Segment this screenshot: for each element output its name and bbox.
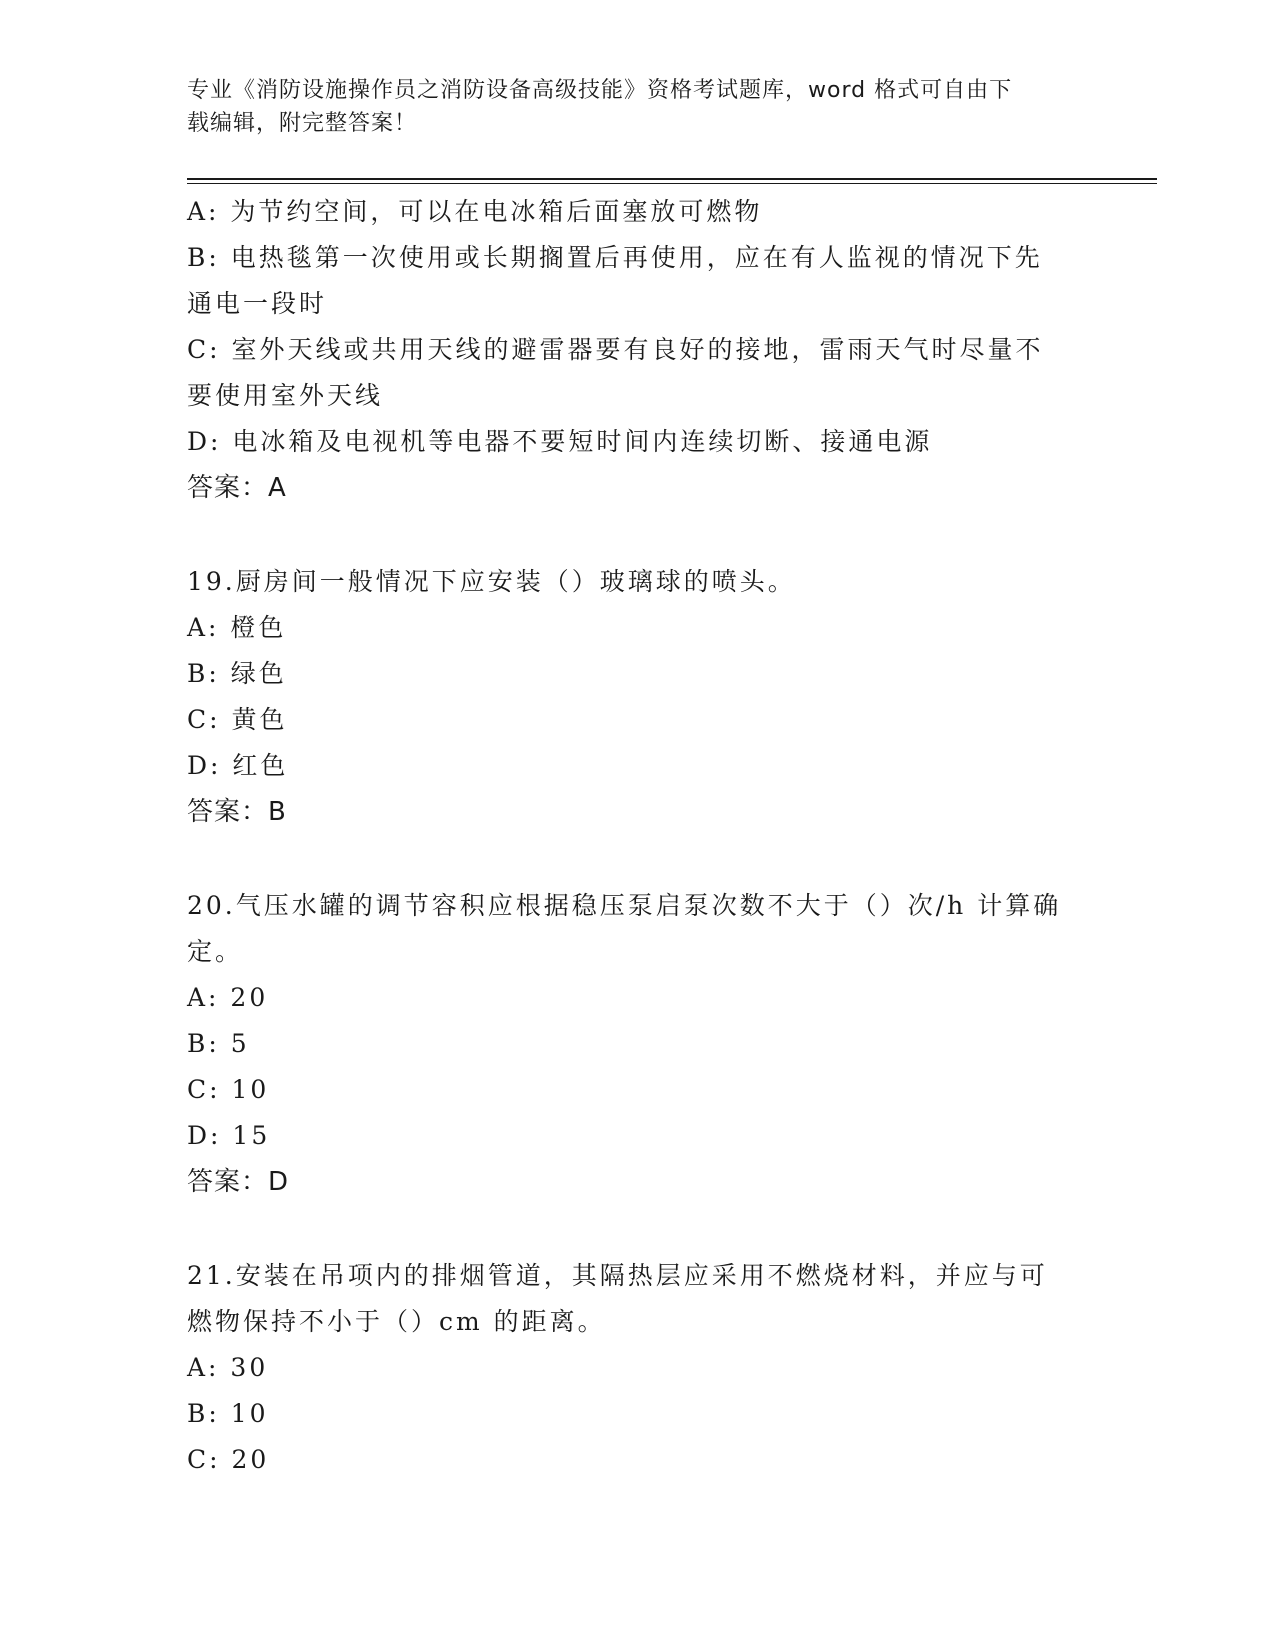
spacer	[187, 511, 1087, 559]
question-19	[187, 559, 1087, 835]
header-rule-thin	[187, 183, 1157, 184]
option-a: A: 橙色	[187, 613, 287, 642]
answer: 答案：D	[187, 1167, 290, 1197]
document-header	[187, 74, 1067, 140]
option-d: D: 电冰箱及电视机等电器不要短时间内连续切断、接通电源	[187, 427, 933, 456]
spacer	[187, 835, 1087, 883]
question-list	[187, 189, 1087, 1483]
option-b: B: 10	[187, 1399, 269, 1428]
question-stem-continued: 定。	[187, 937, 244, 966]
question-stem: 21.安装在吊项内的排烟管道，其隔热层应采用不燃烧材料，并应与可	[187, 1261, 1048, 1290]
question-stem: 20.气压水罐的调节容积应根据稳压泵启泵次数不大于（）次/h 计算确	[187, 891, 1062, 920]
option-a: A: 20	[187, 983, 269, 1012]
answer: 答案：B	[187, 797, 287, 827]
option-a: A: 为节约空间，可以在电冰箱后面塞放可燃物	[187, 197, 763, 226]
question-stem-continued: 燃物保持不小于（）cm 的距离。	[187, 1307, 606, 1336]
option-b: B: 电热毯第一次使用或长期搁置后再使用，应在有人监视的情况下先	[187, 243, 1043, 272]
option-b: B: 5	[187, 1029, 250, 1058]
question-stem: 19.厨房间一般情况下应安装（）玻璃球的喷头。	[187, 567, 796, 596]
question-18	[187, 189, 1087, 511]
option-b: B: 绿色	[187, 659, 287, 688]
option-c: C: 10	[187, 1075, 270, 1104]
option-c: C: 室外天线或共用天线的避雷器要有良好的接地，雷雨天气时尽量不	[187, 335, 1044, 364]
header-line: 专业《消防设施操作员之消防设备高级技能》资格考试题库，word 格式可自由下	[187, 78, 1013, 103]
option-d: D: 15	[187, 1121, 271, 1150]
header-rule-thick	[187, 178, 1157, 180]
answer: 答案：A	[187, 473, 287, 503]
option-c-continued: 要使用室外天线	[187, 381, 384, 410]
header-line: 载编辑，附完整答案！	[187, 111, 418, 136]
option-b-continued: 通电一段时	[187, 289, 328, 318]
option-d: D: 红色	[187, 751, 289, 780]
option-a: A: 30	[187, 1353, 269, 1382]
document-page	[187, 0, 1157, 1650]
question-20	[187, 883, 1087, 1205]
option-c: C: 黄色	[187, 705, 288, 734]
question-21	[187, 1253, 1087, 1483]
option-c: C: 20	[187, 1445, 270, 1474]
spacer	[187, 1205, 1087, 1253]
